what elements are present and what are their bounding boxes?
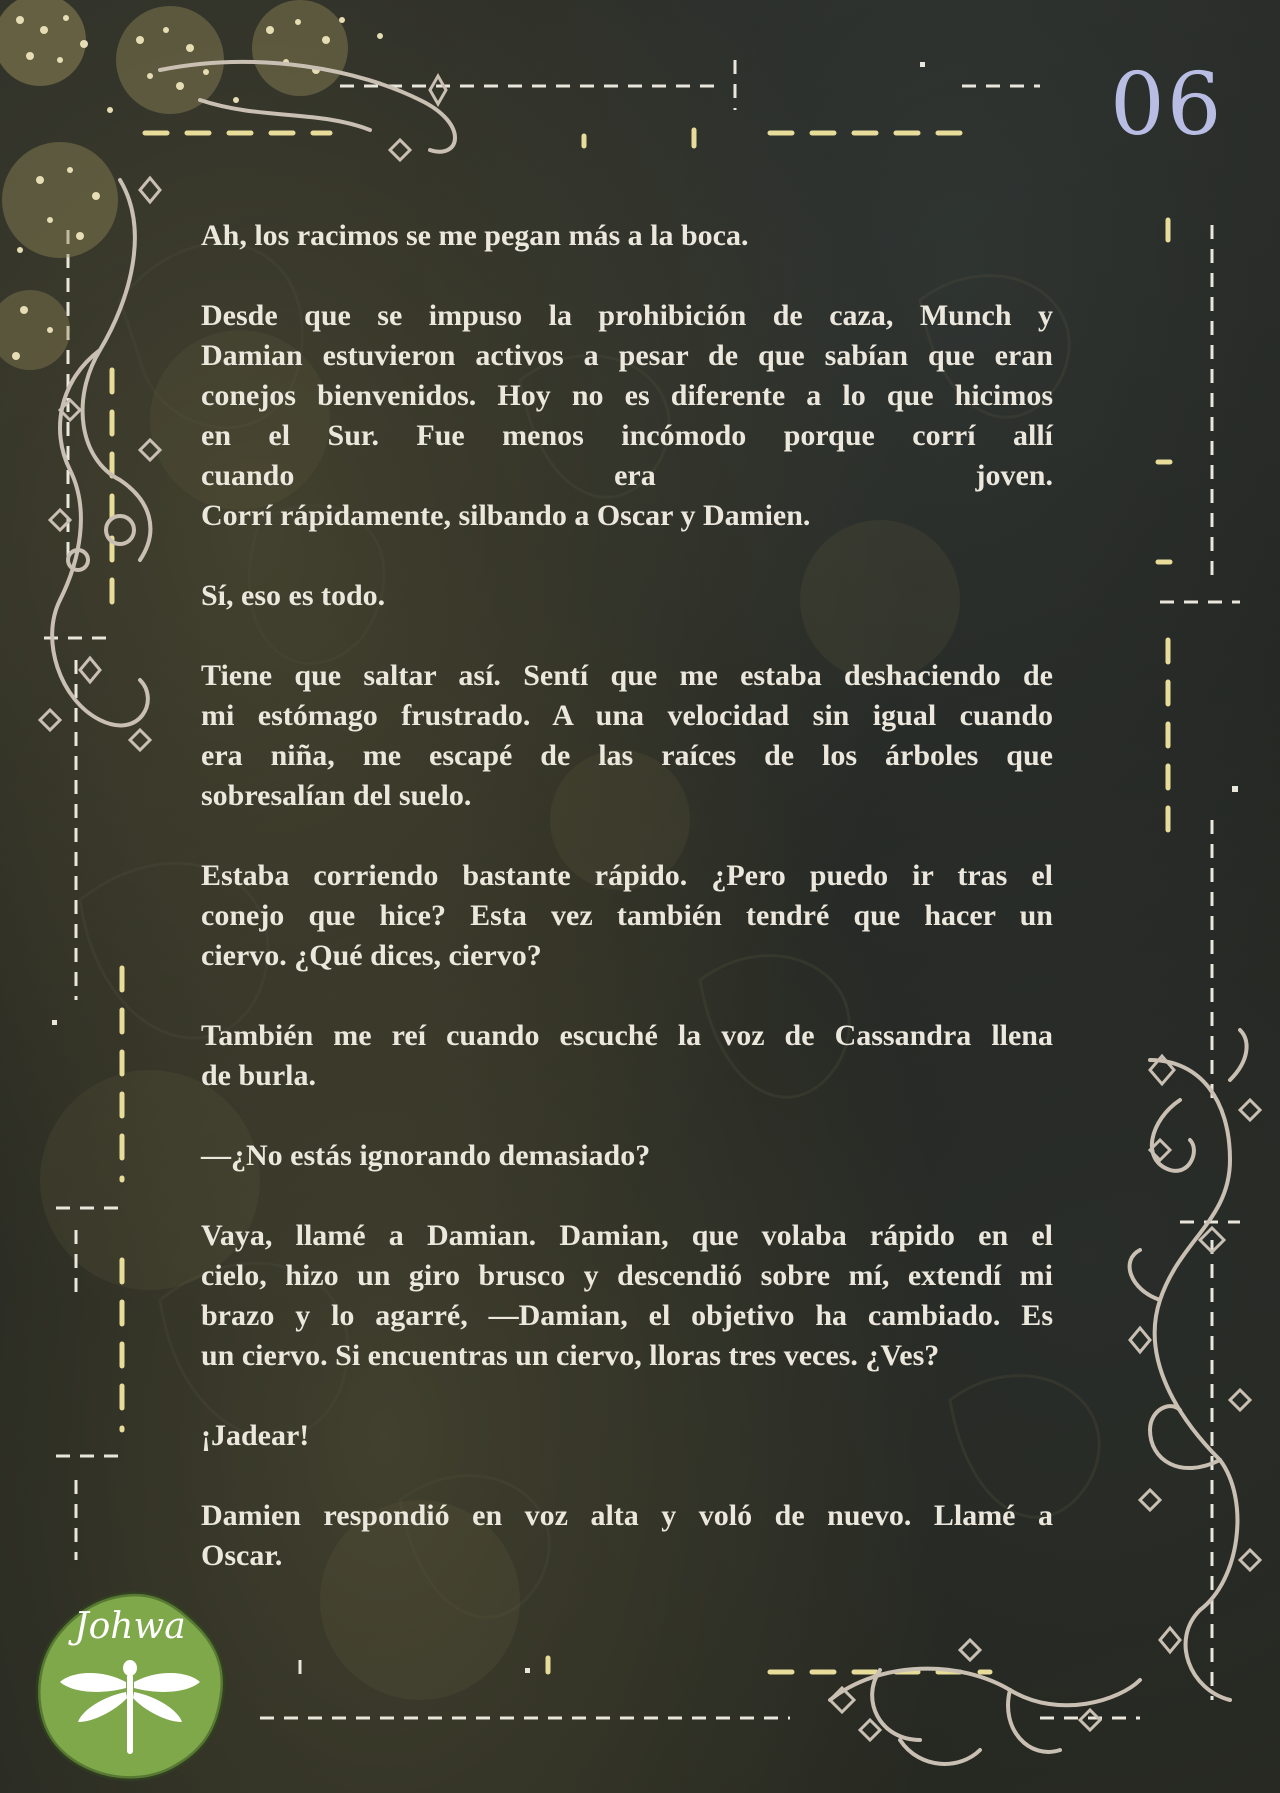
text-line: de burla. [201, 1059, 317, 1092]
paragraph [201, 1016, 1053, 1096]
paragraph [201, 296, 1053, 536]
text-line: Damien respondió en voz alta y voló de nuevo. Llamé a [201, 1499, 1053, 1532]
text-line: cielo, hizo un giro brusco y descendió sobre mí, extendí mi [201, 1259, 1053, 1292]
paragraph [201, 1216, 1053, 1376]
paragraph [201, 216, 1053, 256]
text-line: —¿No estás ignorando demasiado? [201, 1139, 651, 1172]
logo-text: Johwa [74, 1606, 186, 1647]
text-line: brazo y lo agarré, —Damian, el objetivo ha cambiado. Es [201, 1299, 1053, 1332]
text-line: También me reí cuando escuché la voz de Cassandra llena [201, 1019, 1053, 1052]
text-line: Corrí rápidamente, silbando a Oscar y Damien. [201, 499, 811, 532]
paragraph [201, 1416, 1053, 1456]
text-line: Sí, eso es todo. [201, 579, 386, 612]
paragraph [201, 1136, 1053, 1176]
paragraph [201, 656, 1053, 816]
paragraph [201, 576, 1053, 616]
text-line: Ah, los racimos se me pegan más a la boca. [201, 219, 749, 252]
story-text [201, 216, 1053, 1616]
paragraph [201, 856, 1053, 976]
text-line: cuando era joven. [201, 459, 1053, 492]
text-line: Desde que se impuso la prohibición de caza, Munch y [201, 299, 1053, 332]
text-line: en el Sur. Fue menos incómodo porque corrí allí [201, 419, 1053, 452]
text-line: Estaba corriendo bastante rápido. ¿Pero puedo ir tras el [201, 859, 1053, 892]
text-line: Oscar. [201, 1539, 283, 1572]
page-number: 06 [1110, 55, 1224, 155]
text-line: sobresalían del suelo. [201, 779, 472, 812]
text-line: era niña, me escapé de las raíces de los árboles que [201, 739, 1053, 772]
text-line: Vaya, llamé a Damian. Damian, que volaba rápido en el [201, 1219, 1053, 1252]
text-line: mi estómago frustrado. A una velocidad sin igual cuando [201, 699, 1053, 732]
text-line: ciervo. ¿Qué dices, ciervo? [201, 939, 542, 972]
paragraph [201, 1496, 1053, 1576]
text-line: Damian estuvieron activos a pesar de que sabían que eran [201, 339, 1053, 372]
text-line: conejos bienvenidos. Hoy no es diferente a lo que hicimos [201, 379, 1053, 412]
text-line: ¡Jadear! [201, 1419, 310, 1452]
johwa-logo [30, 1586, 230, 1786]
text-line: conejo que hice? Esta vez también tendré que hacer un [201, 899, 1053, 932]
text-line: Tiene que saltar así. Sentí que me estaba deshaciendo de [201, 659, 1053, 692]
text-line: un ciervo. Si encuentras un ciervo, lloras tres veces. ¿Ves? [201, 1339, 940, 1372]
